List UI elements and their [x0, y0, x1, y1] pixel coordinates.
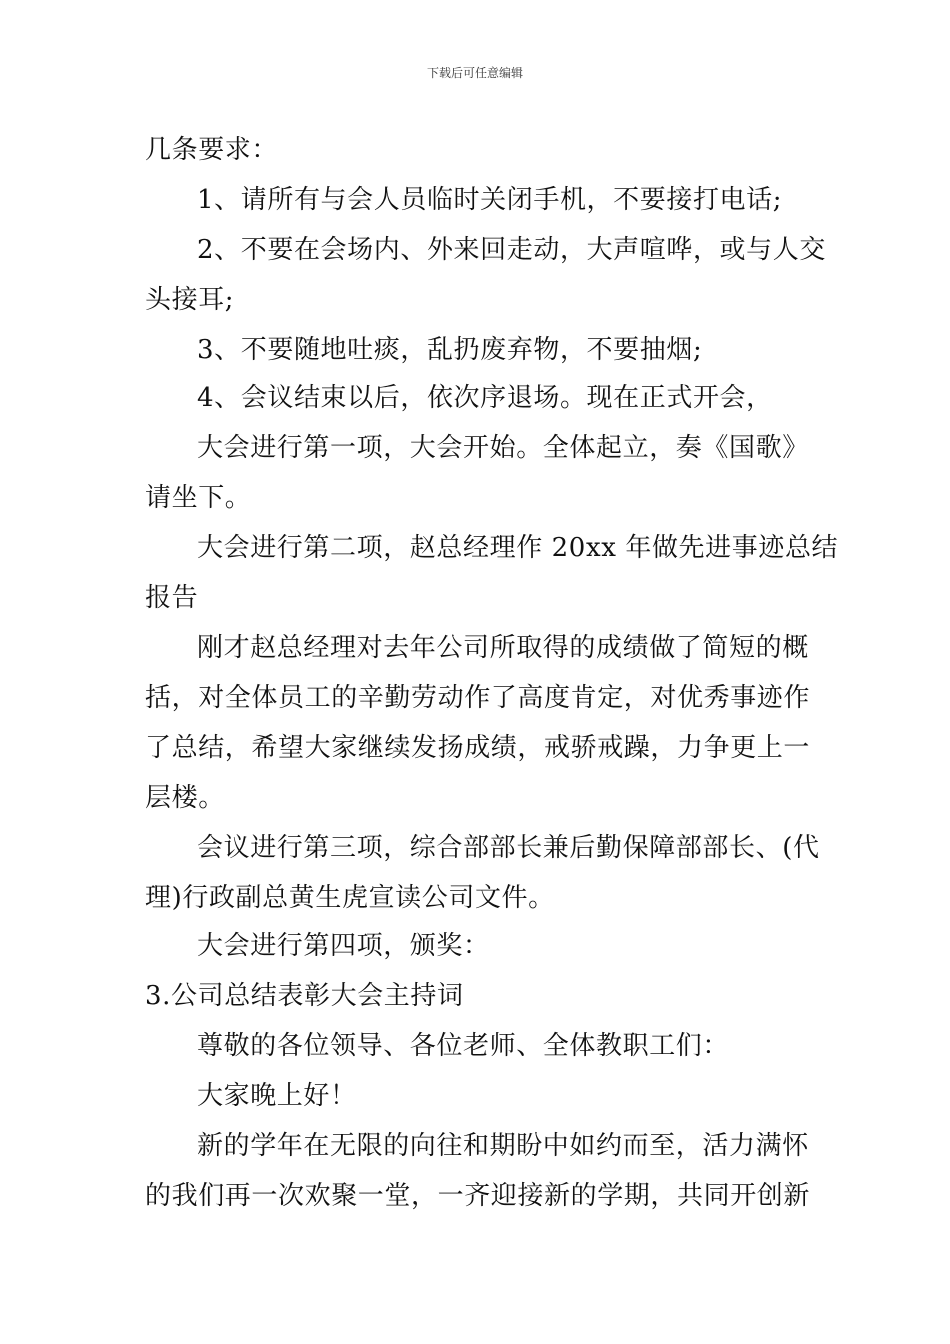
page-header: 下载后可任意编辑: [426, 66, 523, 80]
text-line: 4、会议结束以后，依次序退场。现在正式开会，: [197, 383, 773, 413]
text-line: 刚才赵总经理对去年公司所取得的成绩做了简短的概: [197, 633, 809, 663]
text-line: 尊敬的各位领导、各位老师、全体教职工们：: [197, 1031, 730, 1061]
text-line: 头接耳;: [145, 285, 235, 315]
text-line: 大会进行第二项，赵总经理作 20xx 年做先进事迹总结: [197, 533, 839, 563]
text-line: 几条要求：: [145, 135, 279, 165]
text-line: 了总结，希望大家继续发扬成绩，戒骄戒躁，力争更上一: [145, 733, 811, 763]
text-line: 层楼。: [145, 783, 225, 813]
text-line: 3、不要随地吐痰，乱扔废弃物，不要抽烟;: [197, 335, 703, 365]
text-line: 的我们再一次欢聚一堂，一齐迎接新的学期，共同开创新: [145, 1181, 811, 1211]
text-line: 理)行政副总黄生虎宣读公司文件。: [145, 883, 555, 913]
text-line: 新的学年在无限的向往和期盼中如约而至，活力满怀: [197, 1131, 809, 1161]
text-line: 2、不要在会场内、外来回走动，大声喧哗，或与人交: [197, 235, 826, 265]
section-heading: 3.公司总结表彰大会主持词: [145, 981, 464, 1011]
text-line: 会议进行第三项，综合部部长兼后勤保障部部长、(代: [197, 833, 820, 863]
text-line: 括，对全体员工的辛勤劳动作了高度肯定，对优秀事迹作: [145, 683, 811, 713]
text-line: 大会进行第四项，颁奖：: [197, 931, 490, 961]
text-line: 请坐下。: [145, 483, 252, 513]
text-line: 报告: [145, 583, 199, 613]
text-line: 大会进行第一项，大会开始。全体起立，奏《国歌》: [197, 433, 809, 463]
text-line: 大家晚上好！: [197, 1081, 357, 1111]
text-line: 1、请所有与会人员临时关闭手机，不要接打电话;: [197, 185, 783, 215]
